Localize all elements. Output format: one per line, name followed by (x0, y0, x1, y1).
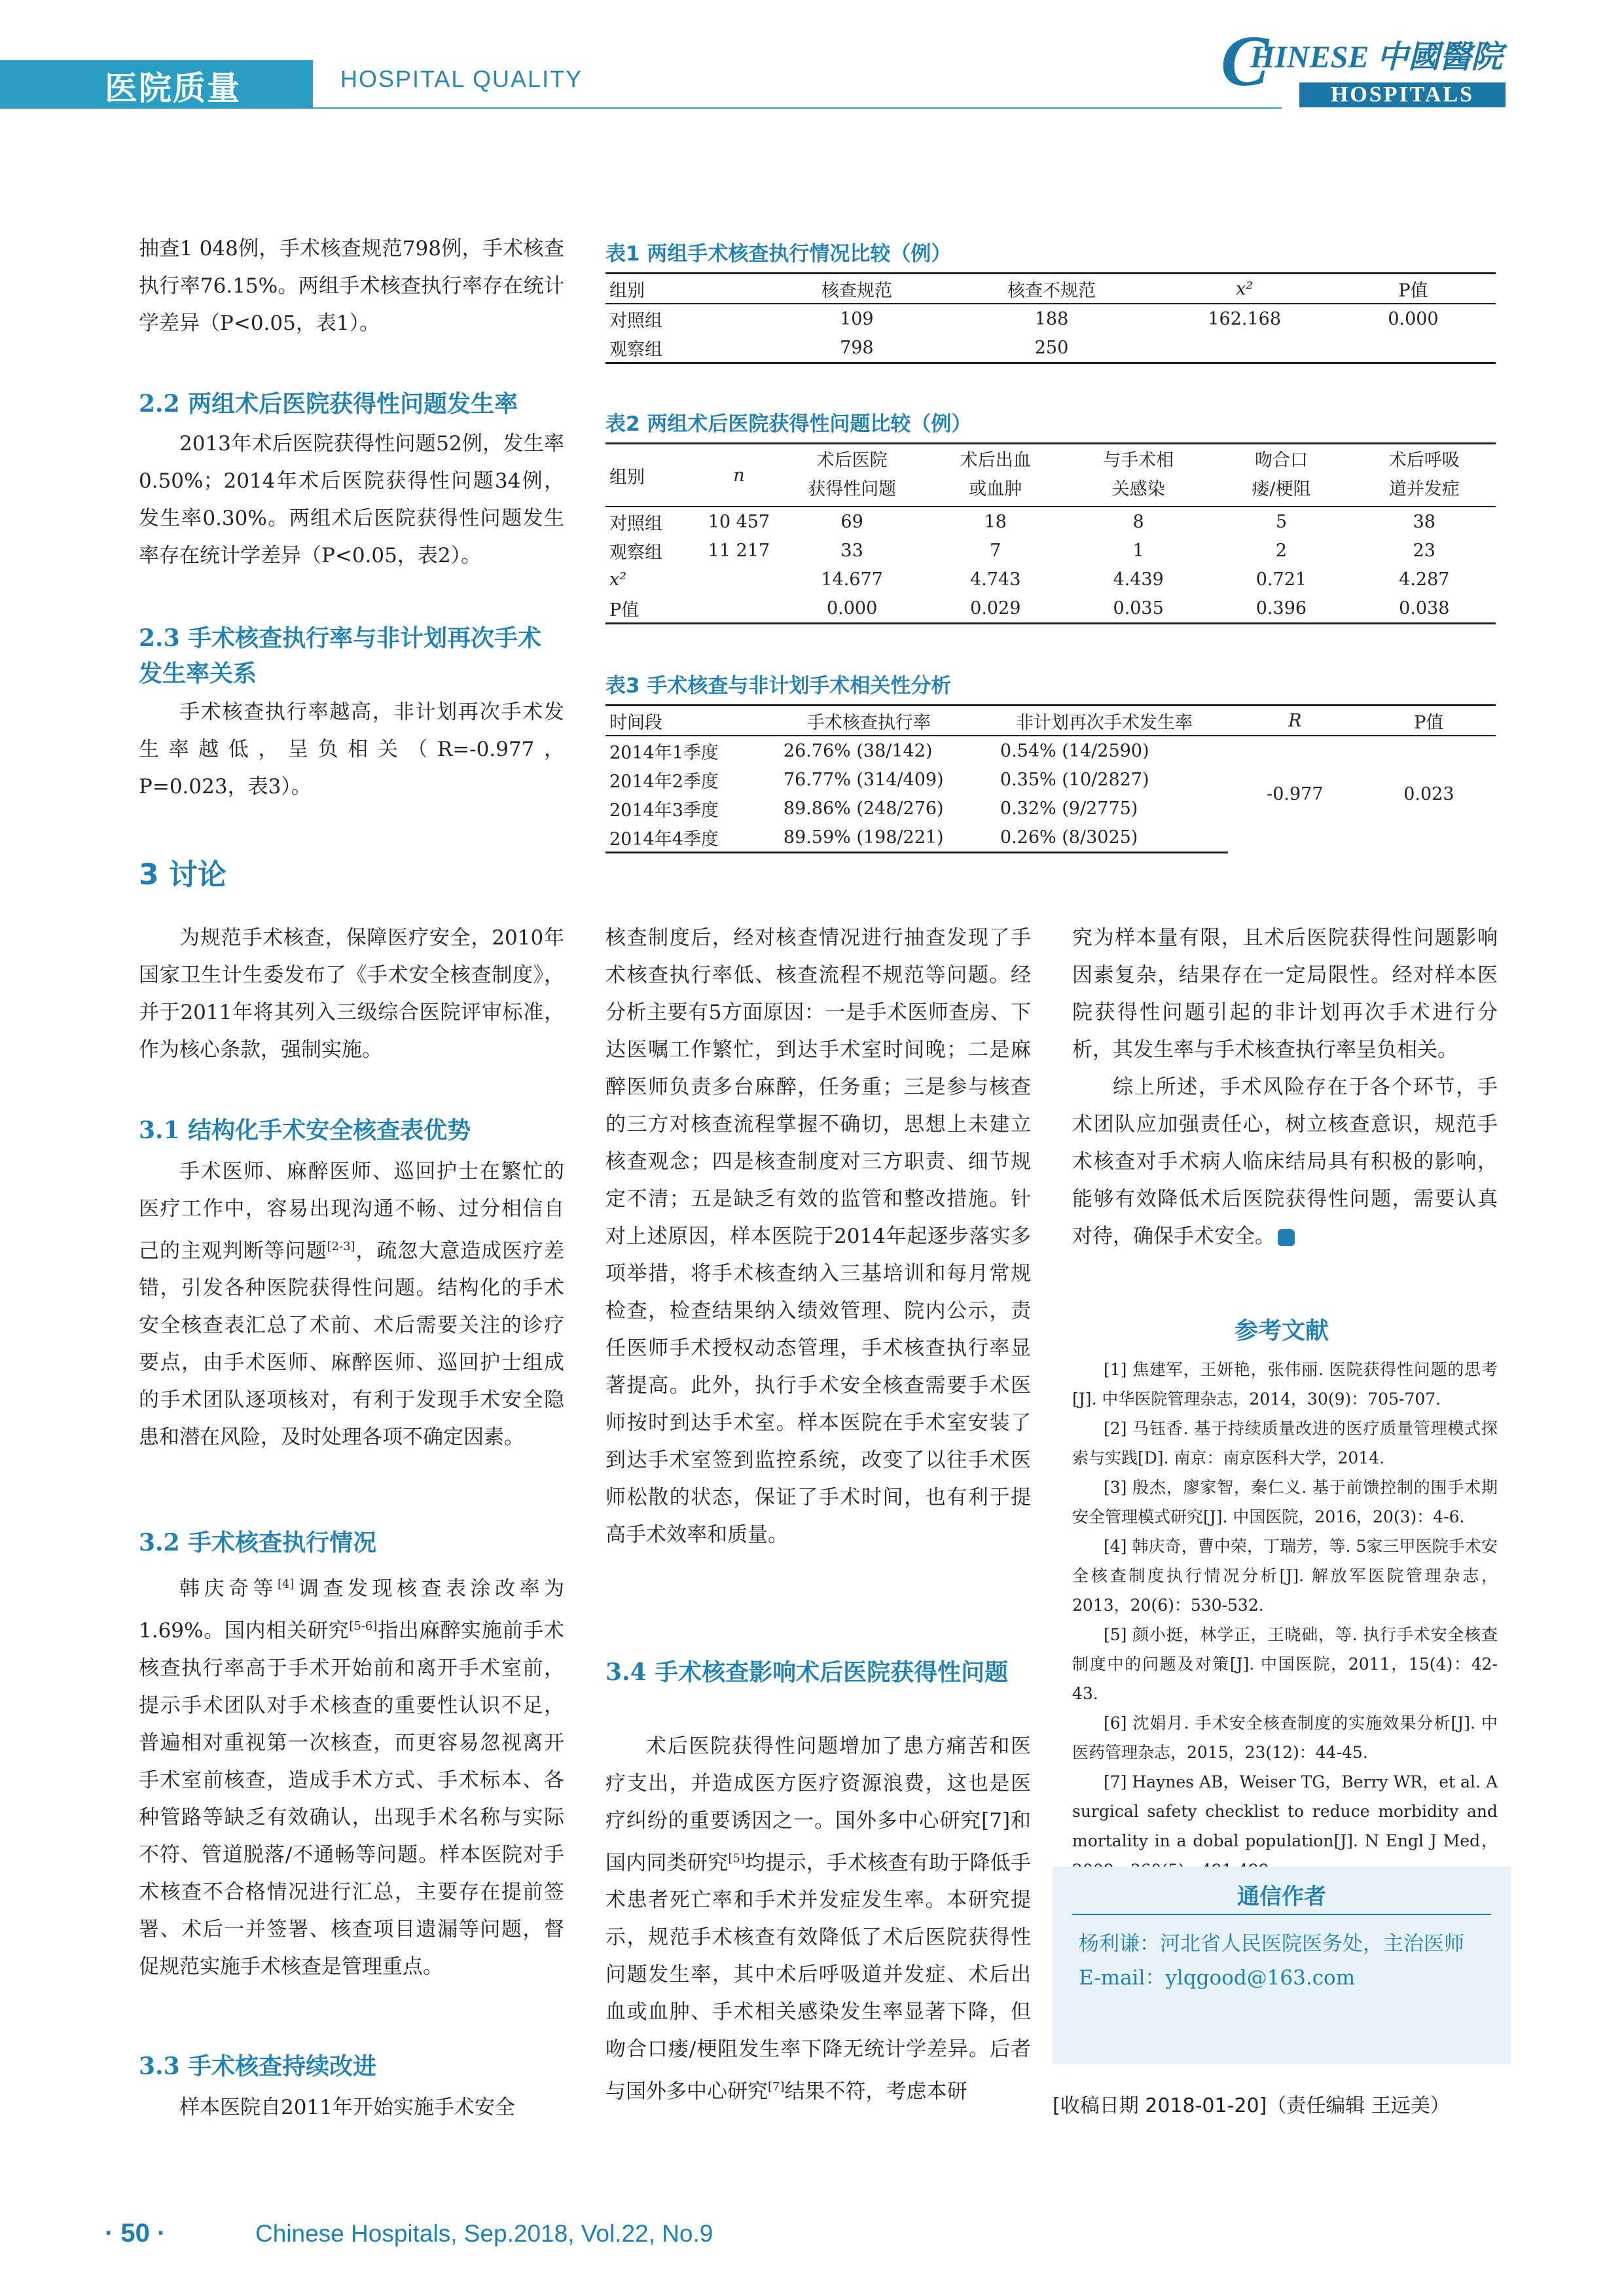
table3 (605, 704, 1496, 853)
reference-item: [2] 马钰香. 基于持续质量改进的医疗质量管理模式探索与实践[D]. 南京：南京医科大学，2014. (1072, 1419, 1498, 1467)
author-box-title: 通信作者 (1237, 1884, 1326, 1910)
table2-header: 术后呼吸 道并发症 (1353, 444, 1496, 507)
table-row: x² 14.677 4.743 4.439 0.721 4.287 (609, 569, 1450, 590)
table-row: 2014年1季度 26.76% (38/142) 0.54% (14/2590) -0.977 0.023 (605, 736, 1496, 765)
paragraph-3-3-cont: 核查制度后，经对核查情况进行抽查发现了手术核查执行率低、核查流程不规范等问题。经分析主要有5方面原因：一是手术医师查房、下达医嘱工作繁忙，到达手术室时间晚；二是麻醉医师负责多台麻醉，任务重；三是参与核查的三方对核查流程掌握不确切，思想上未建立核查观念；四是核查制度对三方职责、细节规定不清；五是缺乏有效的监管和整改措施。针对上述原因，样本医院于2014年起逐步落实多项举措，将手术核查纳入三基培训和每月常规检查，检查结果纳入绩效管理、院内公示，责任医师手术授权动态管理，手术核查执行率显著提高。此外，执行手术安全核查需要手术医师按时到达手术室。样本医院在手术室安装了到达手术室签到监控系统，改变了以往手术医师松散的状态，保证了手术时间，也有利于提高手术效率和质量。 (605, 926, 1031, 1547)
section-title-cn: 医院质量 (105, 69, 241, 107)
heading-3-4: 3.4 手术核查影响术后医院获得性问题 (605, 1659, 1009, 1686)
table2-header: n (698, 444, 780, 507)
logo-letter: C (1221, 21, 1269, 101)
heading-3-1: 3.1 结构化手术安全核查表优势 (139, 1117, 471, 1144)
table2-caption: 表2 两组术后医院获得性问题比较（例） (605, 412, 972, 436)
heading-2-3: 2.3 手术核查执行率与非计划再次手术发生率关系 (139, 624, 542, 687)
citation: [5] (728, 1852, 745, 1865)
paragraph-3-2: 韩庆奇等[4]调查发现核查表涂改率为1.69%。国内相关研究[5-6]指出麻醉实施前手术核查执行率高于手术开始前和离开手术室前，提示手术团队对手术核查的重要性认识不足，普遍相对重视第一次核查，而更容易忽视离开手术室前核查，造成手术方式、手术标本、各种管路等缺乏有效确认，出现手术名称与实际不符、管道脱落/不通畅等问题。样本医院对手术核查不合格情况进行汇总，主要存在提前签署、术后一并签署、核查项目遗漏等问题，督促规范实施手术核查是管理重点。 (139, 1577, 564, 1979)
table-row: 2014年3季度 89.86% (248/276) 0.32% (9/2775) (609, 798, 1138, 821)
citation: [2-3] (327, 1240, 355, 1253)
discussion-intro: 为规范手术核查，保障医疗安全，2010年国家卫生计生委发布了《手术安全核查制度》，并于2011年将其列入三级综合医院评审标准，作为核心条款，强制实施。 (139, 926, 564, 1062)
table3-header: 非计划再次手术发生率 (981, 706, 1228, 736)
citation: [7] (768, 2080, 785, 2094)
reference-item: [4] 韩庆奇，曹中荣，丁瑞芳，等. 5家三甲医院手术安全核查制度执行情况分析[J]. 解放军医院管理杂志，2013，20(6)：530-532. (1072, 1537, 1498, 1615)
table1 (605, 272, 1496, 364)
heading-3-2: 3.2 手术核查执行情况 (139, 1529, 377, 1556)
paragraph-2-3: 手术核查执行率越高，非计划再次手术发生率越低，呈负相关（R=-0.977，P=0.023，表3）。 (139, 700, 564, 798)
table2 (605, 442, 1496, 624)
table-row: 对照组 109 188 162.168 0.000 (609, 308, 1439, 331)
journal-logo (1221, 21, 1512, 110)
table3-header: R (1228, 706, 1362, 736)
table3-header: P值 (1362, 706, 1496, 736)
table2-header: 吻合口 瘘/梗阻 (1210, 444, 1352, 507)
table2-header: 术后出血 或血肿 (924, 444, 1067, 507)
table-row: 观察组 798 250 (605, 333, 1496, 363)
table2-header: 术后医院 获得性问题 (780, 444, 924, 507)
author-box-text (1079, 1927, 1485, 1995)
table3-header: 时间段 (605, 706, 757, 736)
reference-item: [3] 殷杰，廖家智，秦仁义. 基于前馈控制的围手术期安全管理模式研究[J]. 中国医院，2016，20(3)：4-6. (1072, 1478, 1498, 1526)
table3-header: 手术核查执行率 (757, 706, 981, 736)
reference-item: [5] 颜小挺，林学正，王晓础，等. 执行手术安全核查制度中的问题及对策[J]. 中国医院，2011，15(4)：42-43. (1072, 1625, 1498, 1703)
table1-header: x² (1158, 274, 1330, 304)
table-row: 2014年2季度 76.77% (314/409) 0.35% (10/2827) (609, 769, 1149, 792)
author-email: E-mail：ylqgood@163.com (1079, 1966, 1356, 1990)
reference-item: [1] 焦建军，王妍艳，张伟丽. 医院获得性问题的思考[J]. 中华医院管理杂志，2014，30(9)：705-707. (1072, 1360, 1498, 1408)
citation: [5-6] (349, 1619, 378, 1634)
reference-item: [7] Haynes AB，Weiser TG，Berry WR，et al. A surgical safety checklist to reduce morbidity and mortality in a dobal population[J]. N Engl J Med， (1072, 1772, 1498, 1850)
end-mark-icon (1278, 1229, 1295, 1246)
table3-r-value: -0.977 (1267, 784, 1324, 805)
table-row: 2014年4季度 89.59% (198/221) 0.26% (8/3025) (605, 823, 1496, 853)
reference-item: [6] 沈娟月. 手术安全核查制度的实施效果分析[J]. 中医药管理杂志，2015，23(12)：44-45. (1072, 1713, 1498, 1762)
logo-bottom-text: HOSPITALS (1299, 82, 1506, 107)
paragraph-3-3-start: 样本医院自2011年开始实施手术安全 (179, 2096, 515, 2119)
table1-header: 核查规范 (768, 274, 945, 304)
paragraph-2-2: 2013年术后医院获得性问题52例，发生率0.50%；2014年术后医院获得性问题34例，发生率0.30%。两组术后医院获得性问题发生率存在统计学差异（P<0.05，表2）。 (139, 432, 564, 567)
table3-p-value: 0.023 (1403, 784, 1454, 805)
table1-caption: 表1 两组手术核查执行情况比较（例） (605, 242, 952, 266)
table1-header: 核查不规范 (945, 274, 1159, 304)
table-row: P值 0.000 0.029 0.035 0.396 0.038 (605, 594, 1496, 624)
paragraph-3-4: 术后医院获得性问题增加了患方痛苦和医疗支出，并造成医方医疗资源浪费，这也是医疗纠纷的重要诱因之一。国外多中心研究[7]和国内同类研究[5]均提示，手术核查有助于降低手术患者死亡率和手术并发症发生率。本研究提示，规范手术核查有效降低了术后医院获得性问题发生率，其中术后呼吸道并发症、术后出血或血肿、手术相关感染发生率显著下降，但吻合口瘘/梗阻发生率下降无统计学差异。后者与国外多中心研究[7]结果不符，考虑本研 (605, 1734, 1032, 2104)
section-title-en: HOSPITAL QUALITY (340, 65, 583, 92)
logo-top-text: HINESE 中國醫院 (1250, 40, 1503, 75)
references-list (1072, 1355, 1498, 1885)
table1-header: P值 (1331, 274, 1496, 304)
table1-header: 组别 (605, 274, 768, 304)
table-row: 观察组 11 217 33 7 1 2 23 (609, 540, 1435, 563)
table2-header: 组别 (605, 444, 698, 507)
paragraph-3-4-cont: 究为样本量有限，且术后医院获得性问题影响因素复杂，结果存在一定局限性。经对样本医院获得性问题引起的非计划再次手术进行分析，其发生率与手术核查执行率呈负相关。 综上所述，手术风险存在于各个环节，手术团队应加强责任心，树立核查意识，规范手术核查对手术病人临床结局具有积极的影响，能够有效降低术后医院获得性问题，需要认真对待，确保手术安全。 (1072, 926, 1498, 1248)
corresponding-author-box (1053, 1867, 1511, 2064)
paragraph-3-1: 手术医师、麻醉医师、巡回护士在繁忙的医疗工作中，容易出现沟通不畅、过分相信自己的主观判断等问题[2-3]，疏忽大意造成医疗差错，引发各种医院获得性问题。结构化的手术安全核查表汇总了术前、术后需要关注的诊疗要点，由手术医师、麻醉医师、巡回护士组成的手术团队逐项核对，有利于发现手术安全隐患和潜在风险，及时处理各项不确定因素。 (139, 1160, 565, 1450)
citation: [4] (278, 1577, 295, 1591)
table3-caption: 表3 手术核查与非计划手术相关性分析 (605, 674, 952, 698)
received-date: [收稿日期 2018-01-20]（责任编辑 王远美） (1053, 2094, 1450, 2117)
heading-3-3: 3.3 手术核查持续改进 (139, 2053, 377, 2080)
table-row: 对照组 10 457 69 18 8 5 38 (609, 511, 1435, 534)
table2-header: 与手术相 关感染 (1067, 444, 1210, 507)
page-number: · 50 · (105, 2219, 166, 2248)
heading-3: 3 讨论 (139, 858, 226, 891)
author-info: 杨利谦：河北省人民医院医务处，主治医师 (1079, 1932, 1464, 1956)
journal-info: Chinese Hospitals, Sep.2018, Vol.22, No.9 (255, 2220, 713, 2247)
header-rule (313, 107, 1282, 109)
intro-paragraph: 抽查1 048例，手术核查规范798例，手术核查执行率76.15%。两组手术核查执行率存在统计学差异（P<0.05，表1）。 (139, 237, 564, 335)
references-title: 参考文献 (1234, 1318, 1329, 1344)
author-box-rule (1072, 1914, 1491, 1915)
heading-2-2: 2.2 两组术后医院获得性问题发生率 (139, 390, 518, 418)
